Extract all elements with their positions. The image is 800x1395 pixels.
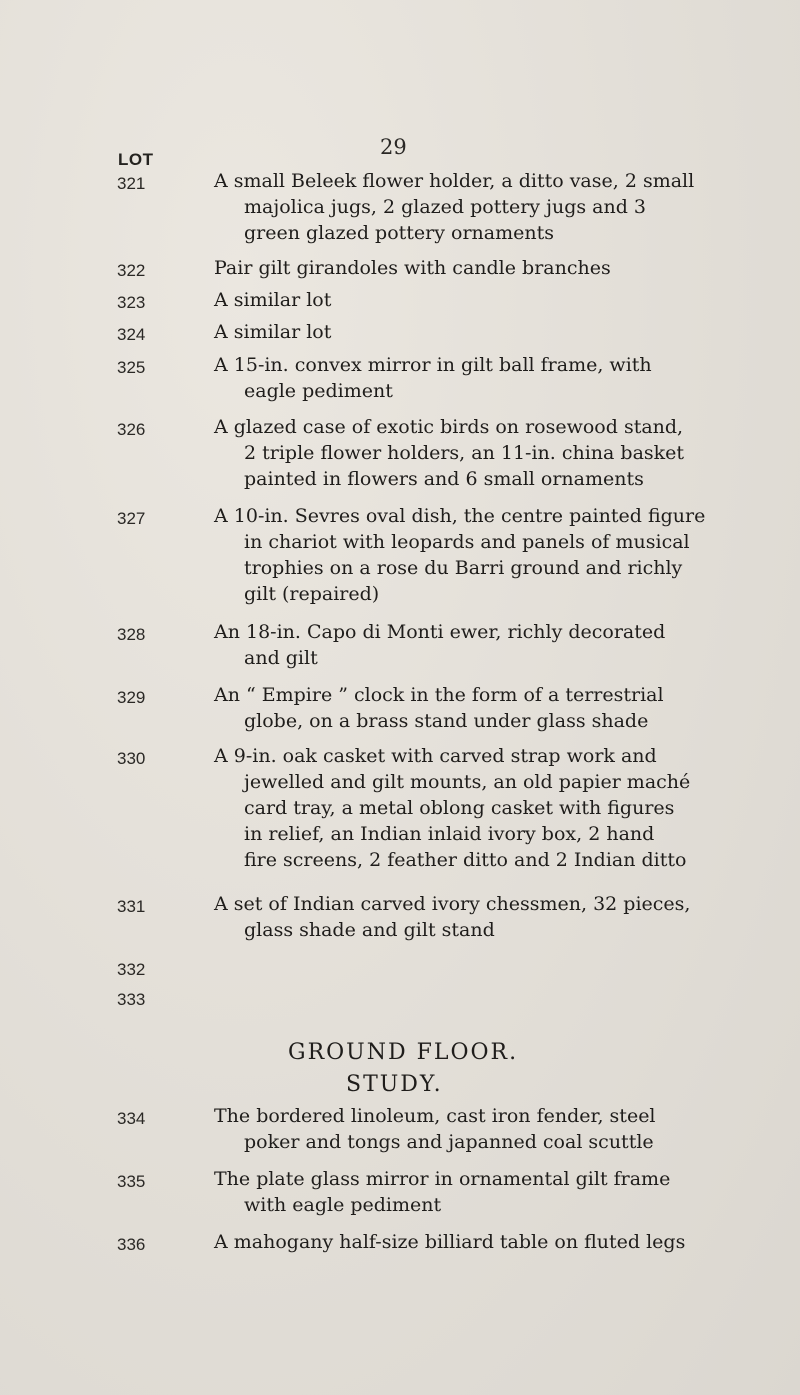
section-heading: GROUND FLOOR. xyxy=(288,1040,519,1065)
lot-description xyxy=(214,255,684,281)
lot-number: 323 xyxy=(117,293,146,312)
lot-number: 325 xyxy=(117,358,146,377)
description-line: with eagle pediment xyxy=(244,1194,442,1216)
lot-number: 327 xyxy=(117,509,146,528)
description-line: A small Beleek flower holder, a ditto vase, 2 small xyxy=(214,170,695,192)
description-line: The bordered linoleum, cast iron fender, steel xyxy=(214,1105,656,1127)
lot-number: 330 xyxy=(117,749,146,768)
lot-number: 331 xyxy=(117,897,146,916)
description-line: A similar lot xyxy=(214,321,332,343)
description-line: An “ Empire ” clock in the form of a terrestrial xyxy=(214,684,664,706)
description-line: Pair gilt girandoles with candle branches xyxy=(214,257,611,279)
description-line: A set of Indian carved ivory chessmen, 32 pieces, xyxy=(214,893,691,915)
description-line: A glazed case of exotic birds on rosewood stand, xyxy=(214,416,684,438)
lot-description xyxy=(214,503,706,607)
description-line: A similar lot xyxy=(214,289,332,311)
lot-description xyxy=(214,1103,684,1155)
description-line: A mahogany half-size billiard table on fluted legs xyxy=(214,1231,686,1253)
lot-column-header: LOT xyxy=(118,150,154,169)
description-line: A 10-in. Sevres oval dish, the centre painted figure xyxy=(214,505,706,527)
section-subheading: STUDY. xyxy=(346,1072,443,1097)
description-line: fire screens, 2 feather ditto and 2 Indian ditto xyxy=(244,849,687,871)
lot-number: 326 xyxy=(117,420,146,439)
description-line: A 9-in. oak casket with carved strap work and xyxy=(214,745,657,767)
description-line: eagle pediment xyxy=(244,380,393,402)
lot-number: 336 xyxy=(117,1235,146,1254)
lot-number: 321 xyxy=(117,174,146,193)
description-line: A 15-in. convex mirror in gilt ball frame, with xyxy=(214,354,652,376)
lot-description xyxy=(214,891,691,943)
description-line: glass shade and gilt stand xyxy=(244,919,495,941)
description-line: The plate glass mirror in ornamental gilt frame xyxy=(214,1168,671,1190)
lot-number: 329 xyxy=(117,688,146,707)
description-line: An 18-in. Capo di Monti ewer, richly decorated xyxy=(214,621,666,643)
lot-number: 335 xyxy=(117,1172,146,1191)
description-line: jewelled and gilt mounts, an old papier maché xyxy=(244,771,691,793)
description-line: gilt (repaired) xyxy=(244,583,380,605)
page-number: 29 xyxy=(380,135,407,159)
description-line: card tray, a metal oblong casket with figures xyxy=(244,797,675,819)
lot-description xyxy=(214,352,684,404)
lot-number: 324 xyxy=(117,325,146,344)
lot-number: 322 xyxy=(117,261,146,280)
description-line: in relief, an Indian inlaid ivory box, 2 hand xyxy=(244,823,655,845)
description-line: trophies on a rose du Barri ground and richly xyxy=(244,557,683,579)
lot-number: 333 xyxy=(117,990,146,1009)
description-line: green glazed pottery ornaments xyxy=(244,222,554,244)
lot-description xyxy=(214,287,684,313)
description-line: 2 triple flower holders, an 11-in. china basket xyxy=(244,442,685,464)
description-line: poker and tongs and japanned coal scuttle xyxy=(244,1131,654,1153)
description-line: globe, on a brass stand under glass shade xyxy=(244,710,649,732)
lot-description xyxy=(214,682,684,734)
lot-description xyxy=(214,743,691,873)
lot-number: 334 xyxy=(117,1109,146,1128)
description-line: in chariot with leopards and panels of musical xyxy=(244,531,690,553)
lot-description xyxy=(214,1229,684,1255)
lot-description xyxy=(214,319,684,345)
lot-number: 332 xyxy=(117,960,146,979)
lot-number: 328 xyxy=(117,625,146,644)
lot-description xyxy=(214,1166,684,1218)
lot-description xyxy=(214,619,684,671)
lot-description xyxy=(214,168,695,246)
description-line: and gilt xyxy=(244,647,318,669)
description-line: majolica jugs, 2 glazed pottery jugs and 3 xyxy=(244,196,647,218)
lot-description xyxy=(214,414,684,492)
description-line: painted in flowers and 6 small ornaments xyxy=(244,468,644,490)
